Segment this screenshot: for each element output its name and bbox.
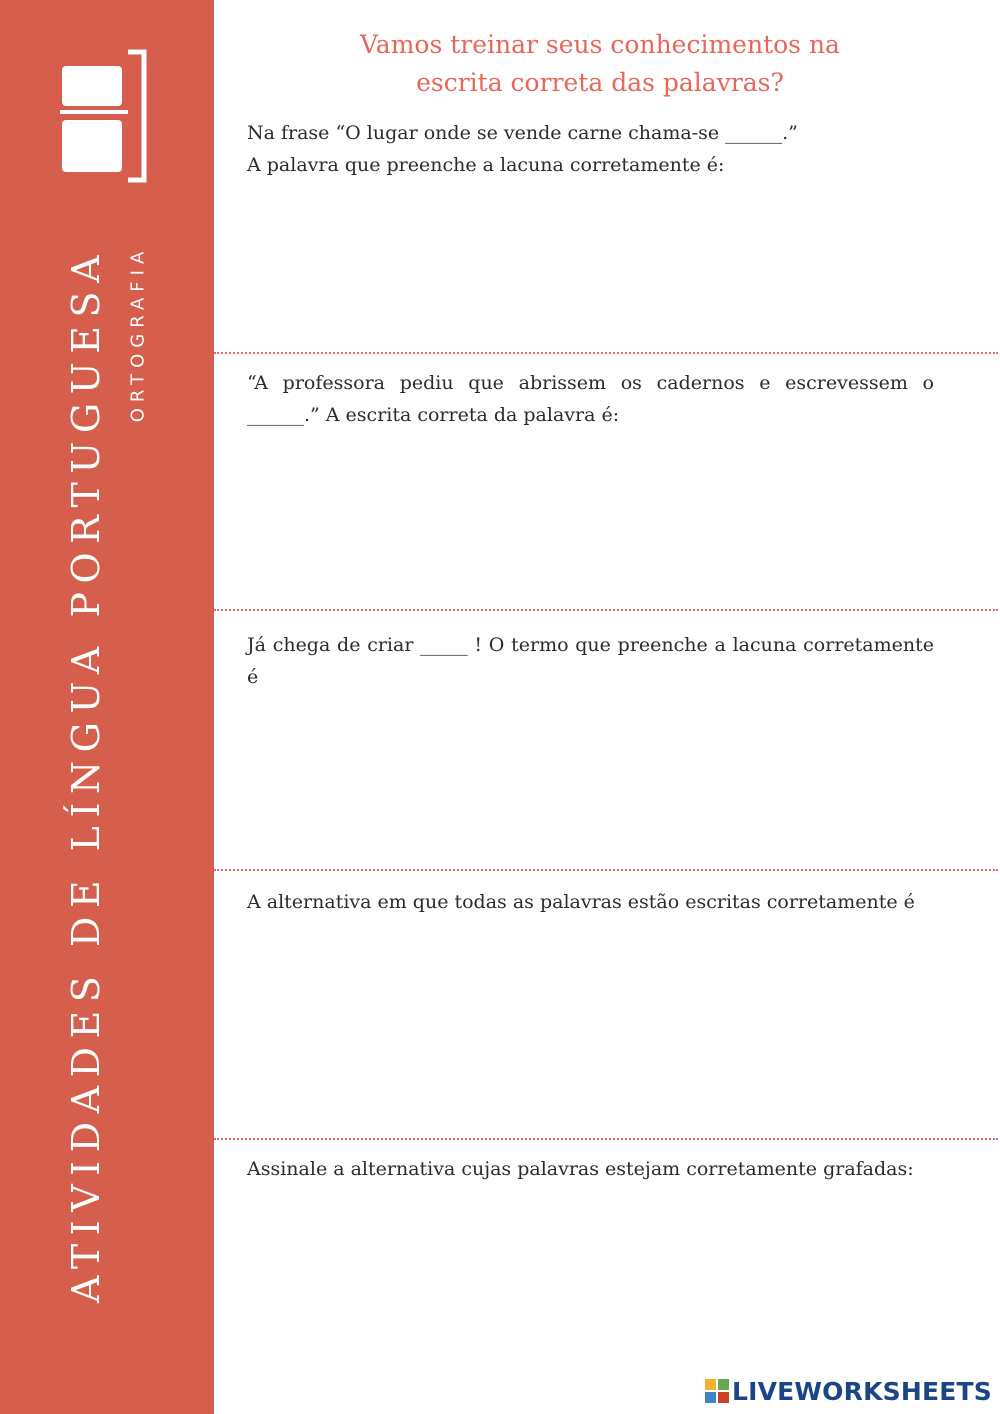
book-icon — [58, 48, 150, 184]
divider — [214, 1138, 998, 1140]
liveworksheets-logo-icon — [705, 1379, 729, 1403]
divider — [214, 609, 998, 611]
question-5: Assinale a alternativa cujas palavras estejam corretamente grafadas: — [247, 1158, 914, 1180]
question-1-line-1: Na frase “O lugar onde se vende carne chama-se ______.” — [247, 122, 798, 144]
question-4: A alternativa em que todas as palavras estão escritas corretamente é — [247, 891, 915, 913]
divider — [214, 869, 998, 871]
sidebar-subtitle: ORTOGRAFIA — [127, 245, 149, 423]
page-heading — [250, 26, 950, 102]
liveworksheets-watermark[interactable] — [705, 1376, 992, 1406]
heading-line-1: Vamos treinar seus conhecimentos na — [360, 30, 840, 59]
question-2: “A professora pediu que abrissem os cadernos e escrevessem o ______.” A escrita correta da palavra é: — [247, 372, 934, 426]
question-1-line-2: A palavra que preenche a lacuna corretamente é: — [247, 154, 725, 176]
sidebar-title: ATIVIDADES DE LÍNGUA PORTUGUESA — [64, 246, 108, 1304]
heading-line-2: escrita correta das palavras? — [416, 68, 784, 97]
watermark-text: LIVEWORKSHEETS — [731, 1376, 992, 1406]
divider — [214, 352, 998, 354]
sidebar — [0, 0, 214, 1414]
question-1 — [247, 117, 934, 181]
question-3: Já chega de criar _____ ! O termo que preenche a lacuna corretamente é — [247, 634, 934, 688]
